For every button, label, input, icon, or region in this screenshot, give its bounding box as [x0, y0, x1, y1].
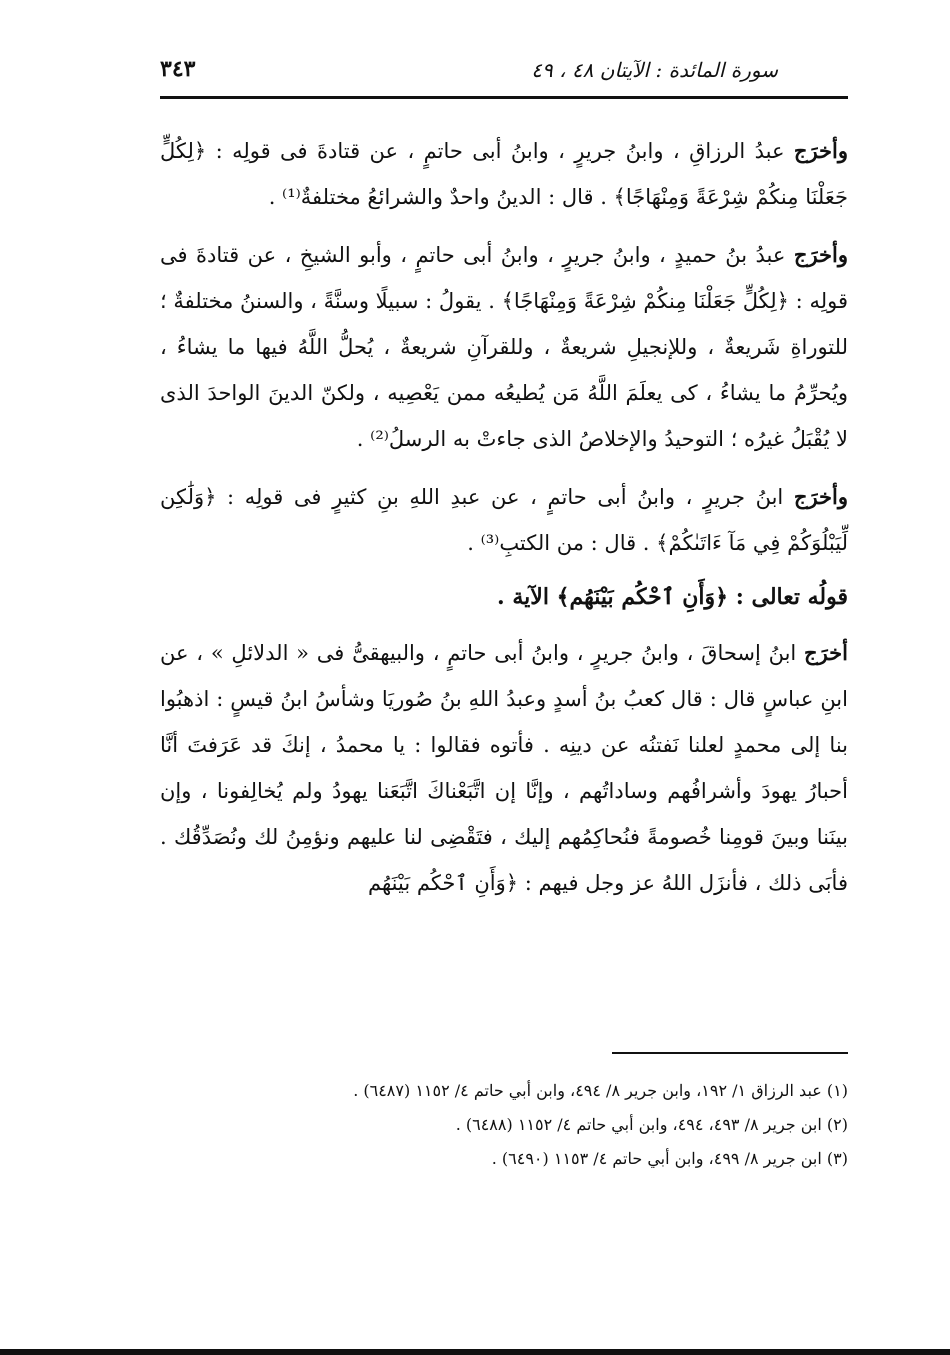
scan-bottom-edge	[0, 1349, 950, 1355]
paragraph-1	[160, 128, 848, 220]
footnote-2: (٢) ابن جرير ٨/ ٤٩٣، ٤٩٤، وابن أبي حاتم ٤/ ١١٥٢ (٦٤٨٨) .	[455, 1115, 848, 1134]
footnote-1: (١) عبد الرزاق ١/ ١٩٢، وابن جرير ٨/ ٤٩٤، وابن أبي حاتم ٤/ ١١٥٢ (٦٤٨٧) .	[353, 1081, 848, 1100]
paragraph-text: ابنُ إسحاقَ ، وابنُ جريرٍ ، وابنُ أبى حاتمٍ ، والبيهقىُّ فى « الدلائلِ » ، عن ابنِ عباسٍ قال : قال كعبُ بنُ أسدٍ وعبدُ اللهِ بنُ صُوريَا وشأسُ ابنُ قيسٍ : اذهبُوا بنا إلى محمدٍ لعلنا نَفتنُه عن دينِه . فأتوه فقالوا : يا محمدُ ، إنكَ قد عَرَفتَ أنَّا أحبارُ يهودَ وأشرافُهم وساداتُهم ، وإنَّا إن اتَّبَعْناكَ اتَّبَعَنا يهودُ ولم يُخالِفونا ، وإن بينَنا وبينَ قومِنا خُصومةً فنُحاكِمُهم إليك ، فتَقْضِى لنا عليهم ونؤمِنُ لك ونُصَدِّقُك . فأبَى ذلك ، فأنزَل اللهُ عز وجل فيهم : ﴿وَأَنِ ٱحْكُم بَيْنَهُم	[160, 641, 848, 895]
page-number: ٣٤٣	[160, 56, 196, 82]
running-title: سورة المائدة : الآيتان ٤٨ ، ٤٩	[531, 58, 778, 82]
paragraph-lead: وأخرَج	[793, 138, 848, 163]
footnote-3: (٣) ابن جرير ٨/ ٤٩٩، وابن أبي حاتم ٤/ ١١٥٣ (٦٤٩٠) .	[491, 1149, 848, 1168]
page-header	[160, 52, 848, 96]
footnote-rule	[612, 1052, 848, 1054]
paragraph-text: ابنُ جريرٍ ، وابنُ أبى حاتمٍ ، عن عبدِ اللهِ بنِ كثيرٍ فى قولِه : ﴿وَلَٰكِن لِّيَبْلُوَكُمْ فِي مَآ ءَاتَىٰكُمْ﴾ . قال : من الكتبِ⁽³⁾ .	[160, 485, 848, 555]
header-rule	[160, 96, 848, 99]
paragraph-2	[160, 232, 848, 462]
paragraph-lead: وأخرَج	[793, 242, 848, 267]
paragraph-text: عبدُ بنُ حميدٍ ، وابنُ جريرٍ ، وابنُ أبى حاتمٍ ، وأبو الشيخِ ، عن قتادةَ فى قولِه : ﴿لِكُلٍّ جَعَلْنَا مِنكُمْ شِرْعَةً وَمِنْهَاجًا﴾ . يقولُ : سبيلًا وسنَّةً ، والسننُ مختلفةٌ ؛ للتوراةِ شَريعةٌ ، وللإنجيلِ شريعةٌ ، وللقرآنِ شريعةٌ ، يُحلُّ اللَّهُ فيها ما يشاءُ ، ويُحرِّمُ ما يشاءُ ، كى يعلَمَ اللَّهُ مَن يُطيعُه ممن يَعْصِيه ، ولكنّ الدينَ الواحدَ الذى لا يُقْبَلُ غيرُه ؛ التوحيدُ والإخلاصُ الذى جاءتْ به الرسلُ⁽²⁾ .	[160, 243, 848, 451]
paragraph-4	[160, 630, 848, 906]
paragraph-3	[160, 474, 848, 566]
paragraph-lead: أخرَج	[804, 640, 848, 665]
page-body	[160, 128, 848, 906]
verse-heading: قولُه تعالى : ﴿وَأَنِ ٱحْكُم بَيْنَهُم﴾ الآية .	[497, 584, 848, 610]
paragraph-text: عبدُ الرزاقِ ، وابنُ جريرٍ ، وابنُ أبى حاتمٍ ، عن قتادةَ فى قولِه : ﴿لِكُلٍّ جَعَلْنَا مِنكُمْ شِرْعَةً وَمِنْهَاجًا﴾ . قال : الدينُ واحدٌ والشرائعُ مختلفةٌ⁽¹⁾ .	[160, 139, 848, 209]
footnotes	[160, 1074, 848, 1176]
paragraph-lead: وأخرَج	[793, 484, 848, 509]
